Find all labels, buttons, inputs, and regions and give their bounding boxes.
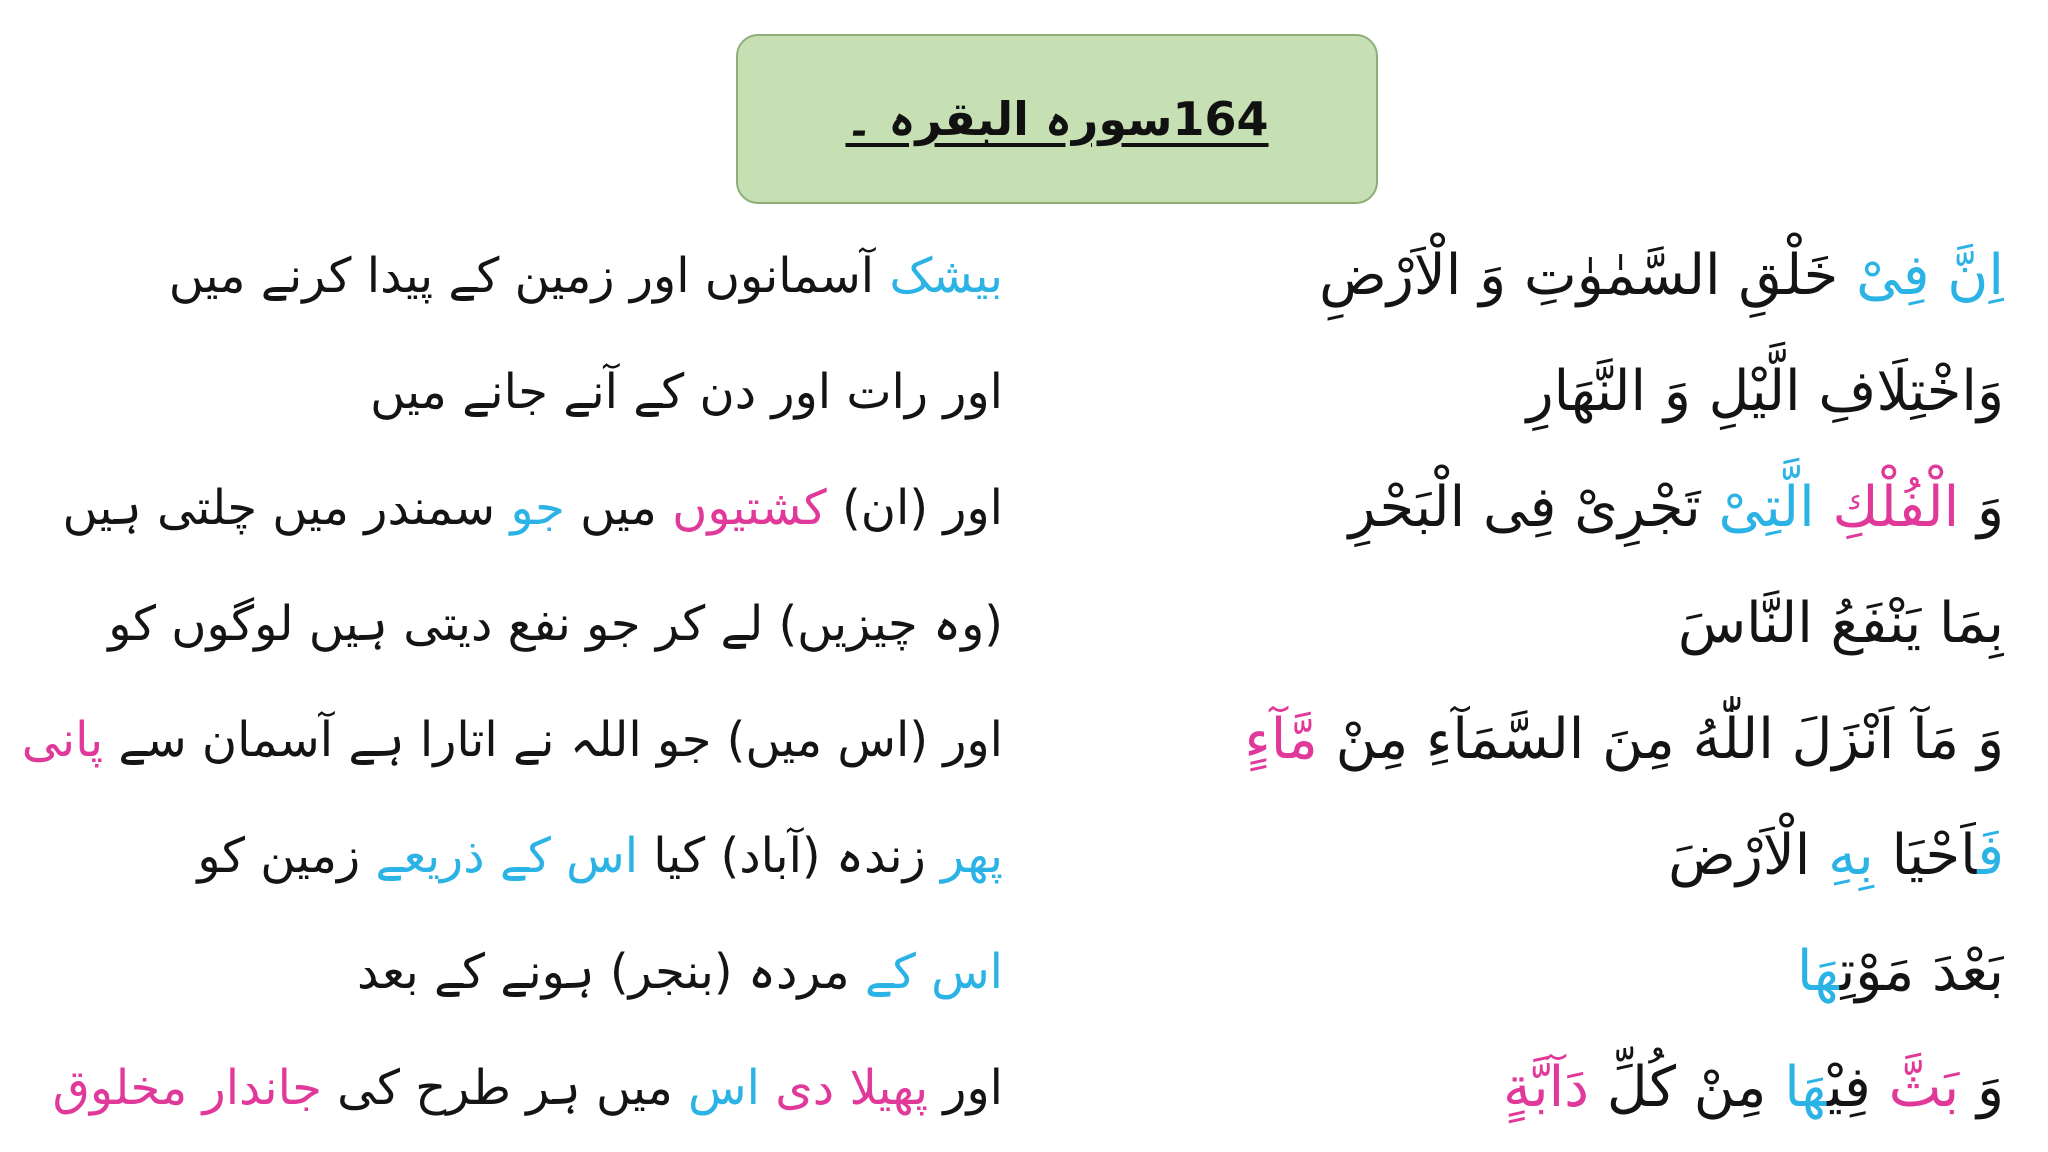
urdu-translation-column (3, 218, 1003, 1146)
arabic-verse-line (954, 1030, 2004, 1146)
arabic-verse-line-segment: دَآبَّةٍ (1503, 1055, 1590, 1120)
urdu-translation-line-segment: پانی (21, 712, 104, 768)
page-title: 164سورہ البقرہ ۔ (845, 92, 1269, 146)
arabic-verse-line-segment: هَا (1784, 1055, 1828, 1120)
arabic-verse-line-segment: هَا (1796, 939, 1840, 1004)
arabic-verse-line (954, 450, 2004, 566)
urdu-translation-line (3, 682, 1003, 798)
urdu-translation-line (3, 450, 1003, 566)
urdu-translation-line-segment: سمندر میں چلتی ہیں (62, 480, 511, 536)
arabic-verse-line-segment: تَجْرِیْ فِی الْبَحْرِ (1348, 475, 1719, 540)
urdu-translation-line-segment: اور (اس میں) جو اللہ نے اتارا ہے آسمان سے (103, 712, 1003, 768)
arabic-verse-line (954, 682, 2004, 798)
urdu-translation-line-segment: بیشک (889, 248, 1003, 304)
urdu-translation-line (3, 566, 1003, 682)
arabic-verse-line-segment: وَ (1959, 475, 2004, 540)
arabic-verse-line-segment: بَثَّ (1888, 1055, 1960, 1120)
urdu-translation-line (3, 334, 1003, 450)
arabic-verse-line-segment: فَ (1977, 823, 2004, 888)
urdu-translation-line-segment: اس کے ذریعے (375, 828, 639, 884)
urdu-translation-line-segment: اور رات اور دن کے آنے جانے میں (370, 364, 1003, 420)
urdu-translation-line-segment: اس کے (864, 944, 1003, 1000)
urdu-translation-line-segment: پھر (941, 828, 1003, 884)
arabic-verse-line-segment: بِمَا یَنْفَعُ النَّاسَ (1677, 591, 2004, 656)
urdu-translation-line-segment: آسمانوں اور زمین کے پیدا کرنے میں (168, 248, 890, 304)
urdu-translation-line-segment: جو (510, 480, 565, 536)
urdu-translation-line-segment: اور (928, 1060, 1003, 1116)
urdu-translation-line-segment: (وہ چیزیں) لے کر جو نفع دیتی ہیں لوگوں کو (108, 596, 1003, 652)
arabic-verse-line (954, 566, 2004, 682)
arabic-verse-line-segment: فِیْ (1827, 1055, 1889, 1120)
arabic-verse-line-segment: بِهِ (1828, 823, 1874, 888)
urdu-translation-line-segment: اور (ان) (826, 480, 1003, 536)
arabic-verse-line-segment: وَ مَآ اَنْزَلَ اللّٰهُ مِنَ السَّمَآءِ مِنْ (1317, 707, 2004, 772)
arabic-verse-line (954, 334, 2004, 450)
arabic-verse-line-segment: اِنَّ فِیْ (1856, 243, 2004, 308)
arabic-verse-line (954, 798, 2004, 914)
arabic-verse-line-segment: اَحْیَا (1873, 823, 1978, 888)
urdu-translation-line-segment: زمین کو (197, 828, 376, 884)
urdu-translation-line-segment: پھیلا دی (775, 1060, 929, 1116)
urdu-translation-line (3, 914, 1003, 1030)
arabic-verse-line-segment: الْفُلْكِ (1832, 475, 1960, 540)
urdu-translation-line (3, 218, 1003, 334)
urdu-translation-line-segment: جاندار مخلوق (52, 1060, 322, 1116)
urdu-translation-line-segment: میں ہر طرح کی (321, 1060, 689, 1116)
urdu-translation-line-segment: میں (564, 480, 673, 536)
arabic-verse-line-segment: بَعْدَ مَوْتِ (1839, 939, 2004, 1004)
arabic-verse-line-segment: مِنْ كُلِّ (1589, 1055, 1785, 1120)
arabic-verse-line-segment: خَلْقِ السَّمٰوٰتِ وَ الْاَرْضِ (1319, 243, 1857, 308)
arabic-verse-line-segment: الَّتِیْ (1718, 475, 1833, 540)
arabic-verse-line-segment: وَ (1959, 1055, 2004, 1120)
arabic-verse-line-segment: وَاخْتِلَافِ الَّیْلِ وَ النَّهَارِ (1526, 359, 2004, 424)
arabic-verse-column (954, 218, 2004, 1146)
urdu-translation-line-segment: اس (688, 1060, 776, 1116)
arabic-verse-line (954, 914, 2004, 1030)
urdu-translation-line-segment: کشتیوں (672, 480, 827, 536)
urdu-translation-line-segment: زندہ (آباد) کیا (638, 828, 942, 884)
arabic-verse-line-segment: مَّآءٍ (1244, 707, 1318, 772)
arabic-verse-line (954, 218, 2004, 334)
title-box (736, 34, 1378, 204)
urdu-translation-line-segment: مردہ (بنجر) ہونے کے بعد (356, 944, 865, 1000)
urdu-translation-line (3, 798, 1003, 914)
arabic-verse-line-segment: الْاَرْضَ (1668, 823, 1829, 888)
urdu-translation-line (3, 1030, 1003, 1146)
